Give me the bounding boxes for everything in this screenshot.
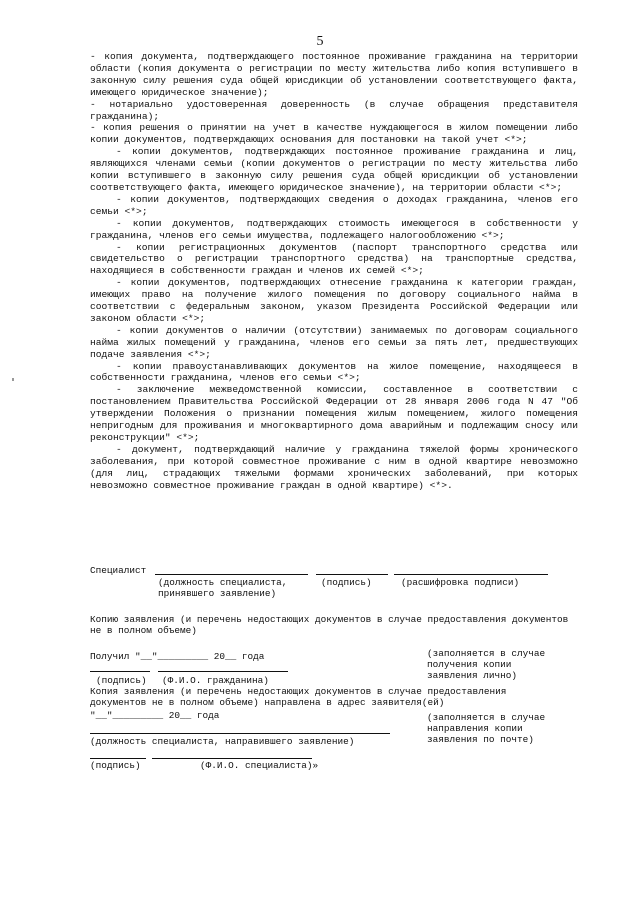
list-item: - копии документов, подтверждающих постоянное проживание гражданина и лиц, являющихся членами семьи (копии документов о регистрации по месту жительства либо копии вступившего в законную силу решения суда общей юрисдикции об установлении соответствующего факта, имеющего юридическое значение), на территории области <*>;: [90, 146, 578, 193]
sent-name-caption: (Ф.И.О. специалиста)»: [200, 760, 319, 771]
sent-sign-underline: [90, 758, 146, 759]
received-name-caption: (Ф.И.О. гражданина): [162, 675, 269, 686]
received-line: Получил "__"_________ 20__ года: [90, 651, 265, 662]
list-item: - копия документа, подтверждающего постоянное проживание гражданина на территории области (копия документа о регистрации по месту жительства либо копия вступившего в законную силу решения суда общей юрисдикции об установлении соответствующего факта, имеющего юридическое значение);: [90, 51, 578, 98]
document-list: [90, 51, 578, 492]
sign-underline: [316, 574, 388, 575]
sent-note-3: заявления по почте): [427, 734, 534, 745]
list-item: - копии документов о наличии (отсутствии) занимаемых по договорам социального найма жилых помещений у гражданина, членов его семьи за пять лет, предшествующих подаче заявления <*>;: [90, 324, 578, 360]
sent-note-2: направления копии: [427, 723, 523, 734]
list-item: - копии правоустанавливающих документов на жилое помещение, находящееся в собственности гражданина, членов его семьи <*>;: [90, 360, 578, 384]
received-note-2: получения копии: [427, 659, 512, 670]
list-item: - нотариально удостоверенная доверенность (в случае обращения представителя гражданина);: [90, 98, 578, 122]
received-name-underline: [158, 671, 288, 672]
sign-caption: (подпись): [321, 577, 372, 588]
sent-date-line: "__"_________ 20__ года: [90, 710, 220, 721]
received-note-1: (заполняется в случае: [427, 648, 546, 659]
position-underline: [155, 574, 308, 575]
decode-underline: [394, 574, 548, 575]
sent-sign-caption: (подпись): [90, 760, 141, 771]
list-item: - заключение межведомственной комиссии, составленное в соответствии с постановлением Правительства Российской Федерации от 28 января 2006 года N 47 "Об утверждении Положения о признании помещения жилым помещением, жилого помещения непригодным для проживания и многоквартирного дома аварийным и подлежащим сносу или реконструкции" <*>;: [90, 384, 578, 443]
sent-position-underline: [90, 733, 390, 734]
decode-caption: (расшифровка подписи): [401, 577, 520, 588]
page-number: 5: [316, 34, 324, 49]
sent-name-underline: [152, 758, 312, 759]
position-caption-2: принявшего заявление): [158, 588, 277, 599]
sent-position-caption: (должность специалиста, направившего заявление): [90, 736, 355, 747]
list-item: - копии документов, подтверждающих стоимость имеющегося в собственности у гражданина, членов его семьи имущества, подлежащего налогообложению <*>;: [90, 217, 578, 241]
sent-note-1: (заполняется в случае: [427, 712, 546, 723]
sent-line-2: документов не в полном объеме) направлена в адрес заявителя(ей): [90, 697, 445, 708]
list-item: - документ, подтверждающий наличие у гражданина тяжелой формы хронического заболевания, при которой совместное проживание с ним в одной квартире невозможно (для лиц, страдающих тяжелыми формами хронических заболеваний, при которых невозможно совместное проживание граждан в одной квартире) <*>.: [90, 443, 578, 491]
received-sign-underline: [90, 671, 150, 672]
specialist-label: Специалист: [90, 565, 147, 576]
list-item: - копии документов, подтверждающих отнесение гражданина к категории граждан, имеющих право на получение жилого помещения по договору социального найма в соответствии с федеральным законом, указом Президента Российской Федерации или законом области <*>;: [90, 277, 578, 324]
position-caption: (должность специалиста,: [158, 577, 288, 588]
list-item: - копии регистрационных документов (паспорт транспортного средства или свидетельство о регистрации транспортного средства) на транспортные средства, находящиеся в собственности граждан и членов их семей <*>;: [90, 241, 578, 277]
received-note-3: заявления лично): [427, 670, 518, 681]
list-item: - копия решения о принятии на учет в качестве нуждающегося в жилом помещении либо копии документов, подтверждающих основания для постановки на такой учет <*>;: [90, 122, 578, 146]
sent-line-1: Копия заявления (и перечень недостающих документов в случае предоставления: [90, 686, 507, 697]
copy-note: Копию заявления (и перечень недостающих документов в случае предоставления документов не в полном объеме): [90, 614, 569, 636]
list-item: - копии документов, подтверждающих сведения о доходах гражданина, членов его семьи <*>;: [90, 193, 578, 217]
scan-artifact: [12, 378, 14, 381]
received-sign-caption: (подпись): [96, 675, 147, 686]
